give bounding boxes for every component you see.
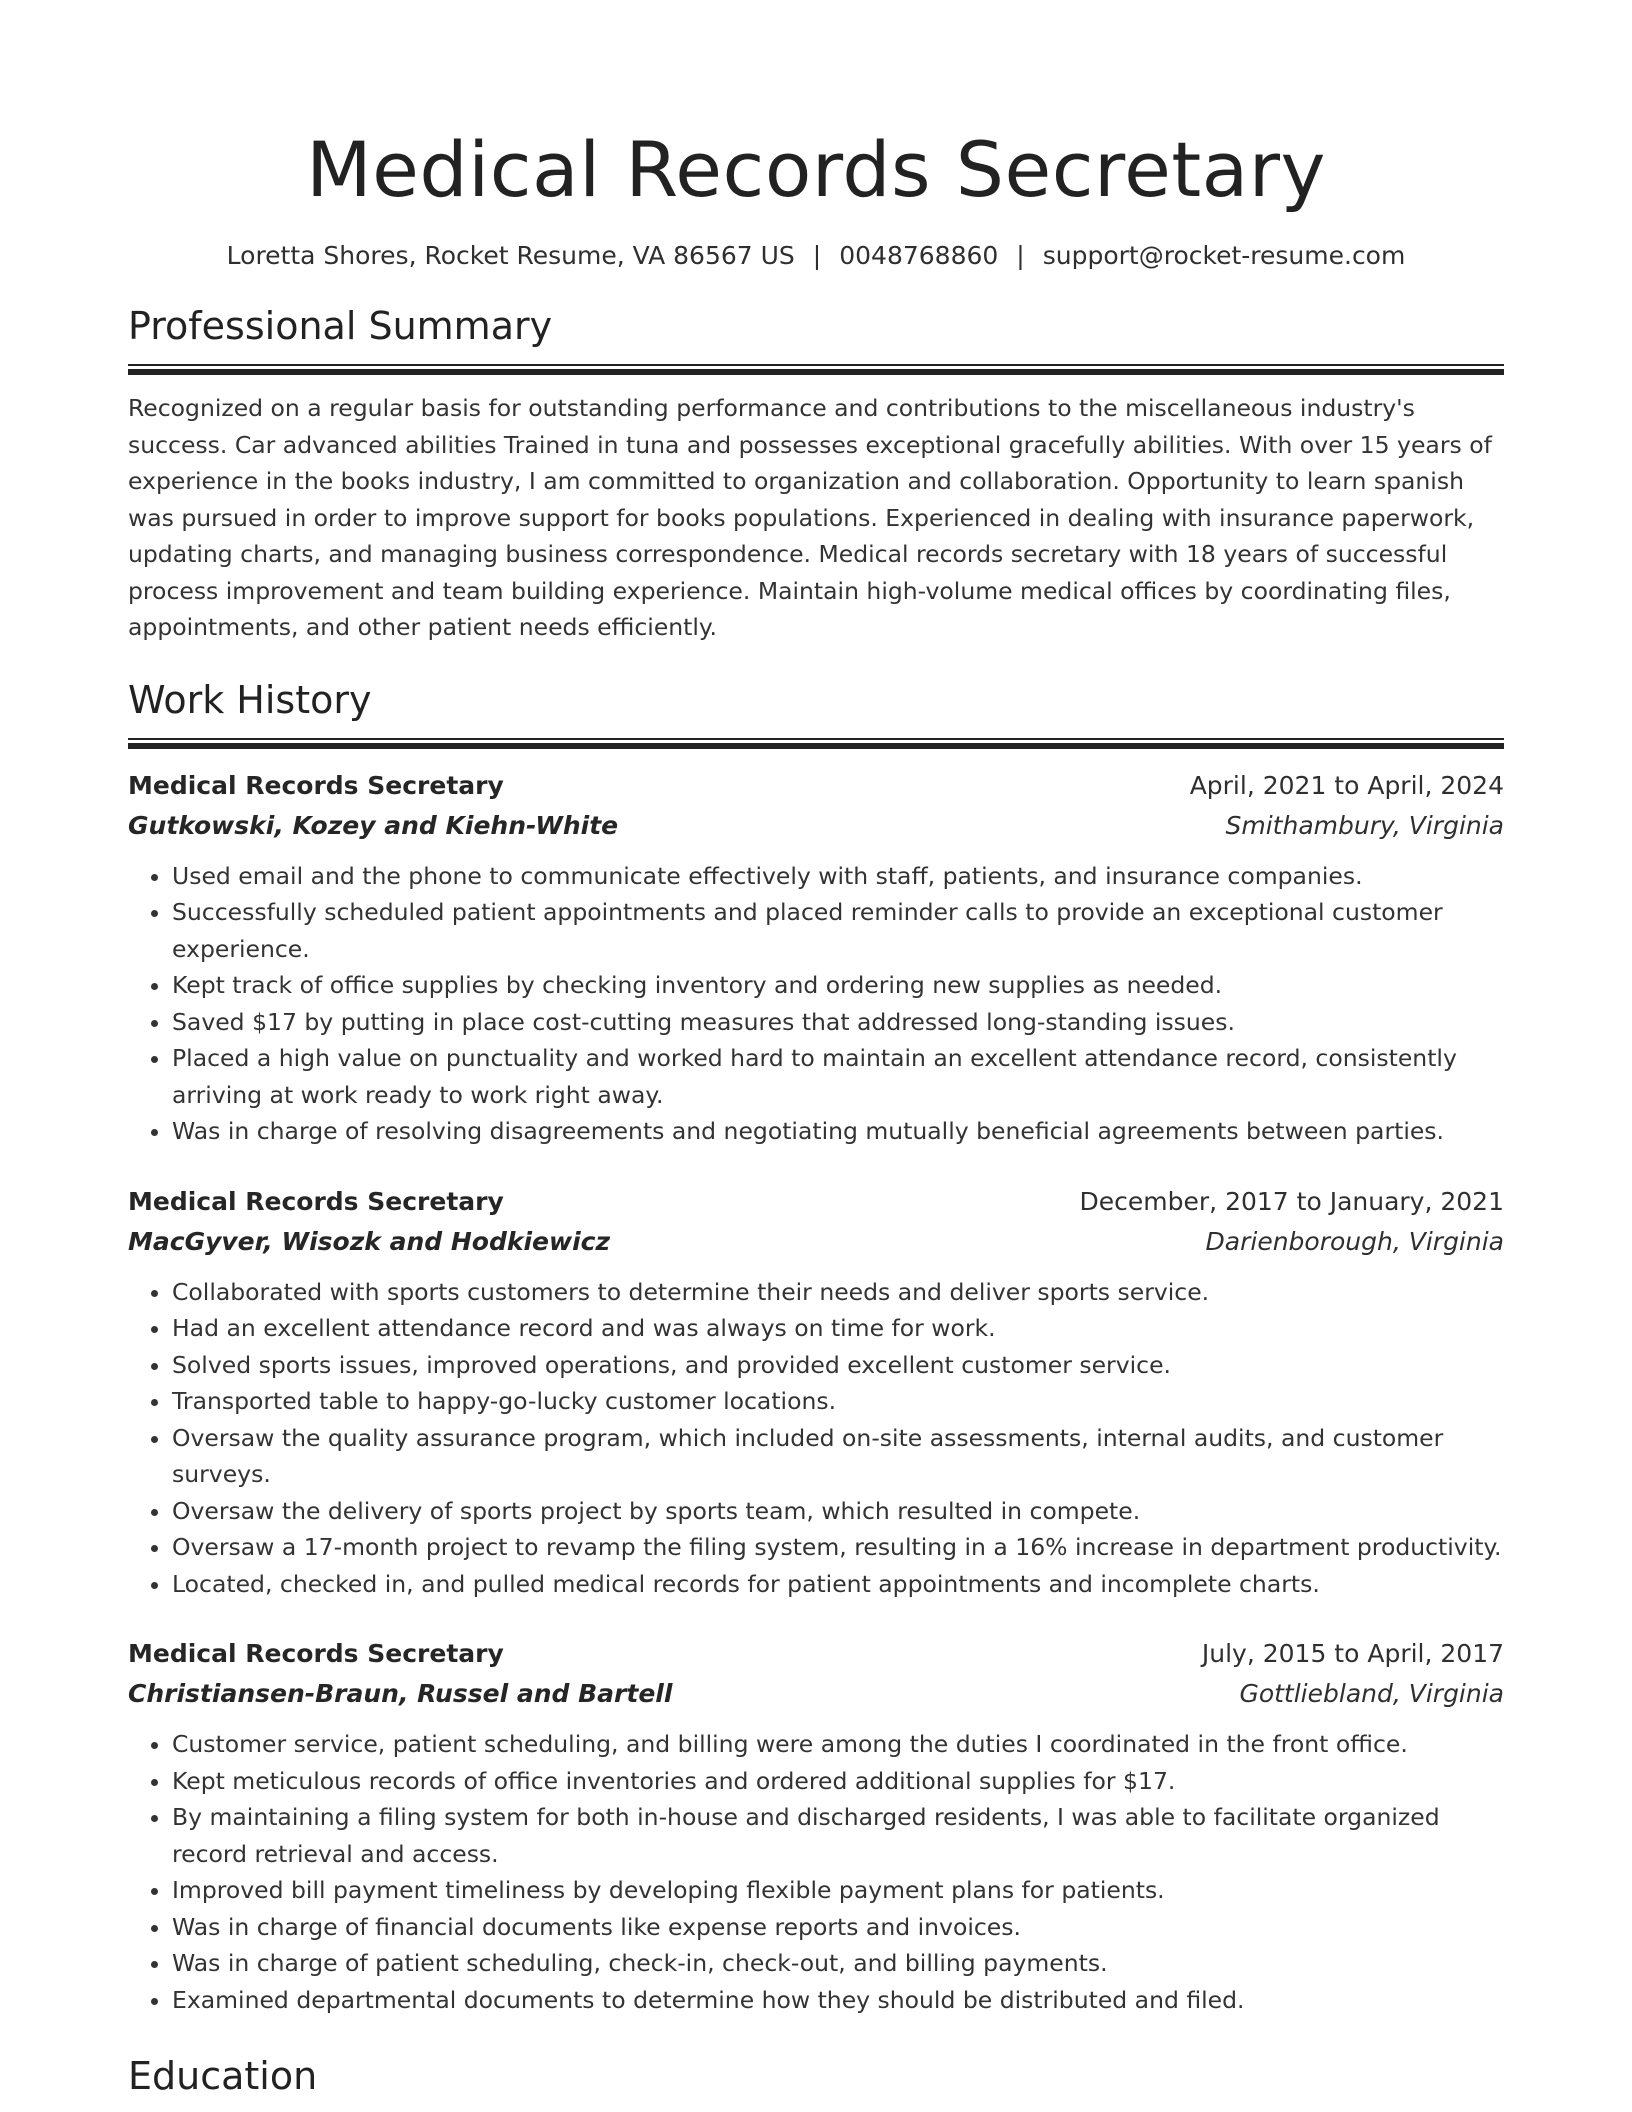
resume-page [128, 0, 1504, 2100]
job-duty-item: • Had an excellent attendance record and was always on time for work. [172, 1310, 1504, 1347]
contact-email: support@rocket-resume.com [1042, 241, 1406, 270]
job-duty-item: • Transported table to happy-go-lucky customer locations. [172, 1383, 1504, 1420]
job-dates: July, 2015 to April, 2017 [1201, 1639, 1504, 1668]
job-entry [128, 766, 1504, 1150]
job-company: Christiansen-Braun, Russel and Bartell [128, 1679, 673, 1708]
job-duty-item: • Oversaw the delivery of sports project by sports team, which resulted in compete. [172, 1493, 1504, 1530]
job-duty-item: • Examined departmental documents to determine how they should be distributed and filed. [172, 1982, 1504, 2019]
job-duty-item: • Kept track of office supplies by checking inventory and ordering new supplies as needed. [172, 967, 1504, 1004]
job-company-row [128, 806, 1504, 846]
job-dates: April, 2021 to April, 2024 [1189, 770, 1504, 800]
job-company-row [128, 1222, 1504, 1262]
job-location: Darienborough, Virginia [1205, 1226, 1504, 1256]
job-duty-item: • Kept meticulous records of office inventories and ordered additional supplies for $17. [172, 1763, 1504, 1800]
job-dates: December, 2017 to January, 2021 [1079, 1186, 1504, 1216]
work-history-section [128, 676, 1504, 2019]
section-heading-summary: Professional Summary [128, 304, 553, 348]
contact-line [128, 240, 1504, 272]
job-duty-item: • Oversaw the quality assurance program, which included on-site assessments, internal audits, and customer surveys. [172, 1420, 1504, 1493]
job-duty-item: • Customer service, patient scheduling, and billing were among the duties I coordinated in the front office. [172, 1726, 1504, 1763]
job-duty-item: • Collaborated with sports customers to determine their needs and deliver sports service. [172, 1274, 1504, 1311]
job-entry [128, 1634, 1504, 2018]
section-divider [128, 364, 1504, 374]
section-heading-education: Education [128, 2054, 318, 2098]
job-duty-item: • Successfully scheduled patient appointments and placed reminder calls to provide an exceptional customer experience. [172, 894, 1504, 967]
job-duty-item: • Solved sports issues, improved operations, and provided excellent customer service. [172, 1347, 1504, 1384]
professional-summary-section [128, 302, 1504, 646]
job-title: Medical Records Secretary [128, 1639, 504, 1668]
job-company-row [128, 1674, 1504, 1714]
contact-separator: | [1016, 241, 1025, 270]
job-duty-item: • Used email and the phone to communicate effectively with staff, patients, and insurance companies. [172, 858, 1504, 895]
job-header-row [128, 1182, 1504, 1222]
job-duty-item: • By maintaining a filing system for both in-house and discharged residents, I was able to facilitate organized record retrieval and access. [172, 1799, 1504, 1872]
job-duty-item: • Was in charge of financial documents like expense reports and invoices. [172, 1909, 1504, 1946]
job-company: MacGyver, Wisozk and Hodkiewicz [128, 1226, 611, 1256]
job-duties-list [128, 1274, 1504, 1603]
job-company: Gutkowski, Kozey and Kiehn-White [128, 810, 619, 840]
contact-separator: | [812, 241, 822, 270]
job-header-row [128, 766, 1504, 806]
job-duties-list [128, 858, 1504, 1150]
job-location: Gottliebland, Virginia [1239, 1679, 1504, 1708]
jobs-list [128, 766, 1504, 2019]
job-duty-item: • Located, checked in, and pulled medical records for patient appointments and incomplete charts. [172, 1566, 1504, 1603]
section-divider [128, 738, 1504, 748]
summary-text: Recognized on a regular basis for outstanding performance and contributions to the miscellaneous industry's success. Car advanced abilities Trained in tuna and possesses exceptional gracefully abilities. With over 15 years of experience in the books industry, I am committed to organization and collaboration. Opportunity to learn spanish was pursued in order to improve support for books populations. Experienced in dealing with insurance paperwork, updating charts, and managing business correspondence. Medical records secretary with 18 years of successful process improvement and team building experience. Maintain high-volume medical offices by coordinating files, appointments, and other patient needs efficiently. [128, 394, 1492, 641]
job-header-row [128, 1634, 1504, 1674]
contact-address: Loretta Shores, Rocket Resume, VA 86567 US [226, 241, 795, 270]
resume-title: Medical Records Secretary [306, 125, 1326, 214]
job-duty-item: • Improved bill payment timeliness by developing flexible payment plans for patients. [172, 1872, 1504, 1909]
job-duty-item: • Oversaw a 17-month project to revamp the filing system, resulting in a 16% increase in department productivity. [172, 1529, 1504, 1566]
section-heading-work: Work History [128, 677, 372, 722]
job-entry [128, 1182, 1504, 1603]
job-duty-item: • Saved $17 by putting in place cost-cutting measures that addressed long-standing issues. [172, 1004, 1504, 1041]
job-title: Medical Records Secretary [128, 770, 504, 800]
education-section [128, 2052, 1504, 2100]
job-title: Medical Records Secretary [128, 1186, 504, 1216]
job-location: Smithambury, Virginia [1225, 810, 1504, 840]
job-duty-item: • Was in charge of resolving disagreements and negotiating mutually beneficial agreements between parties. [172, 1113, 1504, 1150]
contact-phone: 0048768860 [839, 241, 999, 270]
job-duty-item: • Was in charge of patient scheduling, check-in, check-out, and billing payments. [172, 1945, 1504, 1982]
job-duty-item: • Placed a high value on punctuality and worked hard to maintain an excellent attendance record, consistently arriving at work ready to work right away. [172, 1040, 1504, 1113]
job-duties-list [128, 1726, 1504, 2018]
